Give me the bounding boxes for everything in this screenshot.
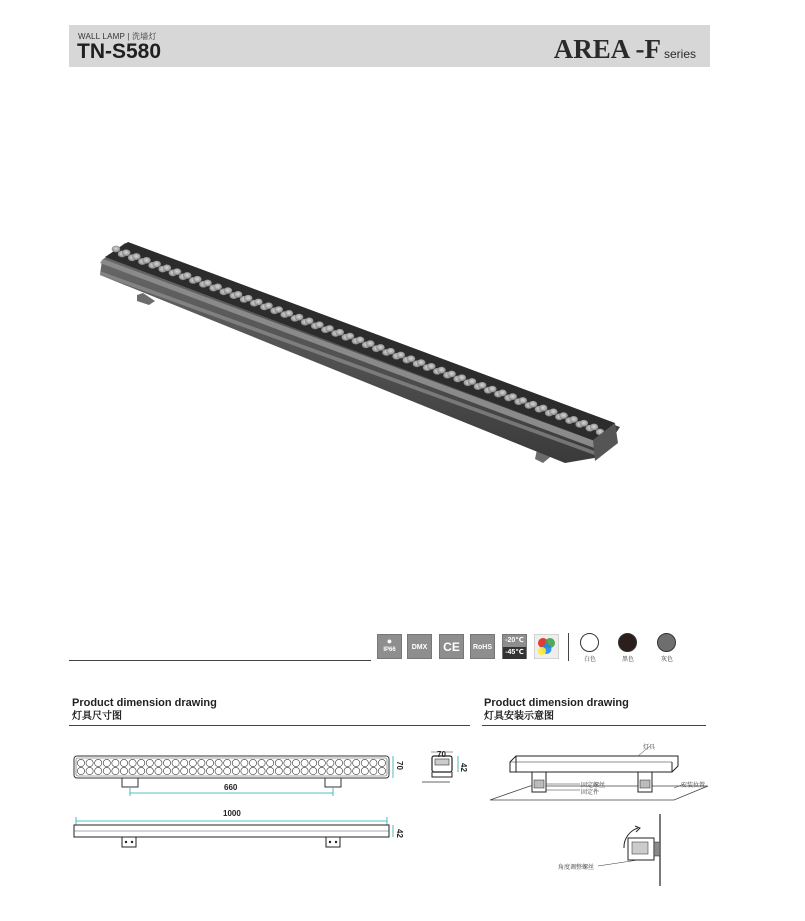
led-outline [155, 767, 162, 774]
led-lens [264, 302, 273, 309]
led-outline [103, 759, 110, 766]
led-lens [580, 420, 589, 427]
led-lens [417, 359, 426, 366]
led-outline [215, 767, 222, 774]
led-lens [356, 336, 365, 343]
led-outline [232, 759, 239, 766]
led-outline [103, 767, 110, 774]
led-lens [437, 367, 446, 374]
led-outline [95, 767, 102, 774]
install-label-bracket: 固定件 [581, 790, 600, 796]
led-lens [132, 253, 141, 260]
led-outline [112, 767, 119, 774]
install-label-angle: 角度调整螺丝 [558, 865, 595, 871]
led-outline [224, 759, 231, 766]
dim-side-height-label: 42 [458, 763, 468, 772]
led-outline [335, 767, 342, 774]
led-outline [275, 759, 282, 766]
install-label-screw: 固定螺丝 [581, 783, 606, 789]
led-outline [318, 767, 325, 774]
led-outline [267, 759, 274, 766]
led-outline [370, 767, 377, 774]
led-outline [120, 767, 127, 774]
install-label-position: 安装位置 [681, 783, 706, 789]
rgb-icon [534, 634, 559, 659]
led-lens [396, 352, 405, 359]
led-lens [366, 340, 375, 347]
dim-center-label: 660 [224, 783, 238, 792]
led-outline [198, 759, 205, 766]
led-outline [146, 767, 153, 774]
led-lens [478, 382, 487, 389]
led-lens [468, 378, 477, 385]
led-lens [529, 401, 538, 408]
led-lens [498, 390, 507, 397]
led-lens [152, 261, 161, 268]
led-outline [301, 759, 308, 766]
led-outline [310, 767, 317, 774]
led-lens [122, 249, 131, 256]
dimension-section-line [69, 725, 470, 726]
install-label-lamp: 灯具 [643, 745, 656, 751]
color-gray-label: 灰色 [660, 657, 673, 663]
led-lens [315, 321, 324, 328]
led-outline [310, 759, 317, 766]
led-outline [215, 759, 222, 766]
led-outline [163, 759, 170, 766]
led-lens [224, 287, 233, 294]
header-bar [69, 25, 710, 67]
temperature-icon: -20℃ -45℃ [502, 634, 527, 659]
led-outline [172, 759, 179, 766]
led-outline [138, 759, 145, 766]
led-outline [301, 767, 308, 774]
color-white-label: 白色 [583, 657, 596, 663]
led-lens [539, 405, 548, 412]
led-outline [241, 759, 248, 766]
led-outline [120, 759, 127, 766]
category-label: WALL LAMP | 洗墙灯 [78, 32, 157, 41]
led-outline [378, 759, 385, 766]
led-lens [590, 424, 599, 431]
led-outline [172, 767, 179, 774]
led-outline [181, 767, 188, 774]
led-outline [206, 759, 213, 766]
led-lens [163, 265, 172, 272]
led-lens [346, 333, 355, 340]
led-outline [249, 759, 256, 766]
led-lens [457, 374, 466, 381]
led-lens [254, 299, 263, 306]
ip66-icon: ● IP66 [377, 634, 402, 659]
led-outline [318, 759, 325, 766]
profile-view-drawing [70, 815, 410, 860]
led-lens [519, 397, 528, 404]
led-lens [427, 363, 436, 370]
led-outline [327, 759, 334, 766]
led-lens [569, 416, 578, 423]
color-black-label: 黑色 [621, 657, 634, 663]
series-suffix: series [663, 47, 696, 61]
led-outline [146, 759, 153, 766]
led-lens [173, 268, 182, 275]
led-outline [370, 759, 377, 766]
led-outline [344, 767, 351, 774]
led-outline [86, 767, 93, 774]
led-lens [213, 283, 222, 290]
led-lens [203, 280, 212, 287]
color-gray-swatch [657, 633, 676, 652]
series-name: AREA -F [553, 34, 661, 64]
led-outline [378, 767, 385, 774]
led-lens [183, 272, 192, 279]
led-outline [361, 759, 368, 766]
led-outline [95, 759, 102, 766]
led-outline [155, 759, 162, 766]
divider-line [69, 660, 371, 661]
led-outline [86, 759, 93, 766]
install-section-title: Product dimension drawing 灯具安装示意图 [484, 697, 629, 722]
led-outline [241, 767, 248, 774]
led-outline [335, 759, 342, 766]
install-section-line [482, 725, 706, 726]
led-outline [77, 767, 84, 774]
led-outline [292, 759, 299, 766]
led-outline [267, 767, 274, 774]
led-outline [258, 767, 265, 774]
led-outline [284, 759, 291, 766]
installation-diagram [488, 738, 710, 888]
led-lens [295, 314, 304, 321]
led-lens [549, 408, 558, 415]
led-lens [386, 348, 395, 355]
led-outline [163, 767, 170, 774]
dim-length-label: 1000 [223, 809, 241, 818]
color-white-swatch [580, 633, 599, 652]
led-lens [376, 344, 385, 351]
led-outline [232, 767, 239, 774]
led-lens [285, 310, 294, 317]
led-lens [447, 371, 456, 378]
led-outline [206, 767, 213, 774]
dimension-section-title: Product dimension drawing 灯具尺寸图 [72, 697, 217, 722]
led-lens [488, 386, 497, 393]
led-lens [193, 276, 202, 283]
led-outline [353, 759, 360, 766]
led-outline [275, 767, 282, 774]
led-lens [305, 318, 314, 325]
dim-side-width-label: 70 [437, 750, 446, 759]
led-outline [284, 767, 291, 774]
led-outline [344, 759, 351, 766]
led-lens [142, 257, 151, 264]
led-lens [407, 355, 416, 362]
series-title [554, 34, 696, 65]
led-lens [325, 325, 334, 332]
led-outline [138, 767, 145, 774]
led-outline [258, 759, 265, 766]
ce-icon: CE [439, 634, 464, 659]
led-lens [274, 306, 283, 313]
top-view-drawing [70, 752, 410, 802]
led-outline [189, 759, 196, 766]
led-lens [335, 329, 344, 336]
led-outline [327, 767, 334, 774]
dmx-icon: DMX [407, 634, 432, 659]
led-outline [129, 759, 136, 766]
icon-divider [568, 633, 569, 661]
led-outline [353, 767, 360, 774]
led-lens [234, 291, 243, 298]
led-outline [249, 767, 256, 774]
color-black-swatch [618, 633, 637, 652]
dim-height-label: 70 [394, 761, 404, 770]
led-outline [292, 767, 299, 774]
rohs-icon: RoHS [470, 634, 495, 659]
led-lens [559, 412, 568, 419]
model-title: TN-S580 [77, 40, 162, 63]
led-outline [224, 767, 231, 774]
led-outline [77, 759, 84, 766]
led-outline [361, 767, 368, 774]
led-outline [198, 767, 205, 774]
led-lens [508, 393, 517, 400]
led-outline [181, 759, 188, 766]
product-image [95, 235, 625, 475]
led-outline [129, 767, 136, 774]
led-outline [189, 767, 196, 774]
led-lens [244, 295, 253, 302]
dim-profile-height-label: 42 [394, 829, 404, 838]
led-outline [112, 759, 119, 766]
led-lens [112, 246, 121, 253]
